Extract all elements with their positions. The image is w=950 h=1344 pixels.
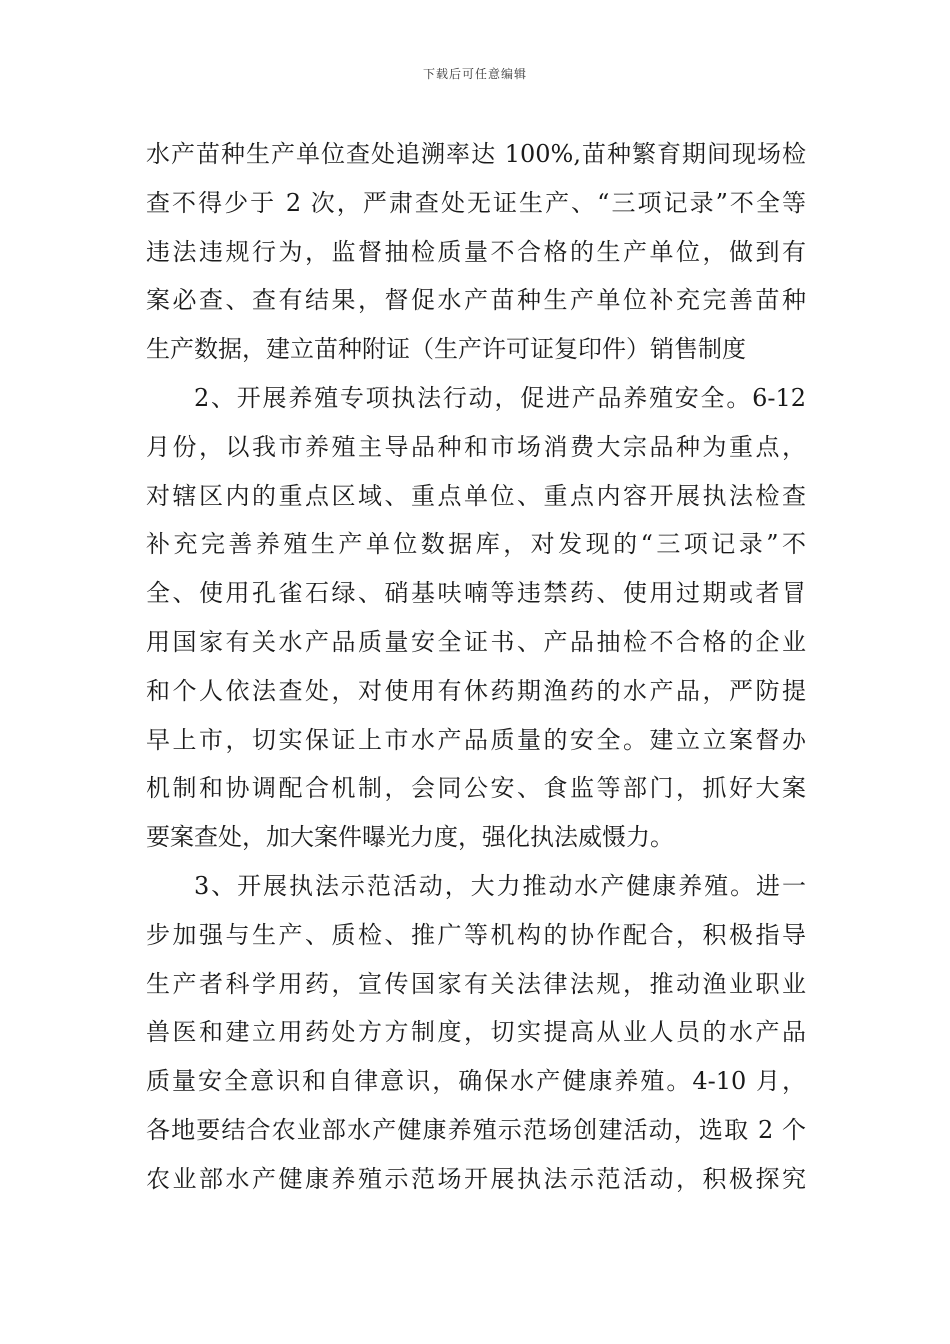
page-header: 下载后可任意编辑 [422,67,527,81]
text-line: 案必查、查有结果，督促水产苗种生产单位补充完善苗种 [146,286,806,315]
text-line: 各地要结合农业部水产健康养殖示范场创建活动，选取 2 个 [146,1115,806,1144]
text-line: 生产数据，建立苗种附证（生产许可证复印件）销售制度 [146,335,746,364]
paragraph-2 [146,374,806,862]
text-line: 违法违规行为，监督抽检质量不合格的生产单位，做到有 [146,237,806,266]
text-line: 质量安全意识和自律意识，确保水产健康养殖。4-10 月， [146,1067,806,1096]
text-line: 水产苗种生产单位查处追溯率达 100%,苗种繁育期间现场检 [146,140,806,168]
paragraph-3 [146,862,806,1204]
document-body [146,130,806,1204]
text-line: 全、使用孔雀石绿、硝基呋喃等违禁药、使用过期或者冒 [146,579,806,608]
text-line: 2、开展养殖专项执法行动，促进产品养殖安全。6-12 [194,383,806,412]
text-line: 补充完善养殖生产单位数据库，对发现的“三项记录”不 [146,530,806,559]
text-line: 和个人依法查处，对使用有休药期渔药的水产品，严防提 [146,676,806,705]
text-line: 3、开展执法示范活动，大力推动水产健康养殖。进一 [194,871,806,900]
text-line: 对辖区内的重点区域、重点单位、重点内容开展执法检查 [146,481,806,510]
text-line: 月份，以我市养殖主导品种和市场消费大宗品种为重点， [146,432,806,461]
text-line: 早上市，切实保证上市水产品质量的安全。建立立案督办 [146,725,806,754]
paragraph-1 [146,130,806,374]
text-line: 步加强与生产、质检、推广等机构的协作配合，积极指导 [146,920,806,949]
text-line: 生产者科学用药，宣传国家有关法律法规，推动渔业职业 [146,969,806,998]
text-line: 查不得少于 2 次，严肃查处无证生产、“三项记录”不全等 [146,188,806,217]
text-line: 机制和协调配合机制，会同公安、食监等部门，抓好大案 [146,774,806,803]
text-line: 要案查处，加大案件曝光力度，强化执法威慑力。 [146,823,674,852]
text-line: 兽医和建立用药处方方制度，切实提高从业人员的水产品 [146,1018,806,1047]
text-line: 用国家有关水产品质量安全证书、产品抽检不合格的企业 [146,627,806,656]
text-line: 农业部水产健康养殖示范场开展执法示范活动，积极探究 [146,1164,806,1193]
